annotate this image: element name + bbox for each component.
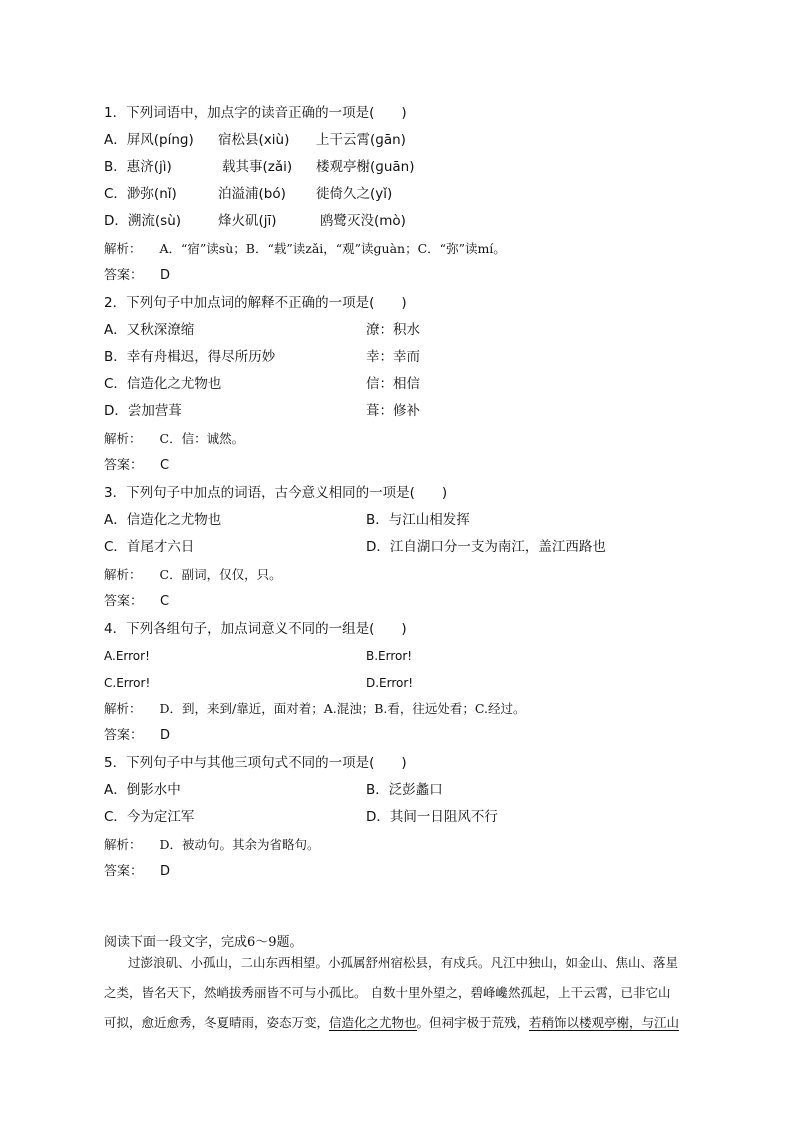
q1-option-c — [104, 185, 724, 203]
q5-options-row2 — [104, 808, 724, 826]
q3-answer-value: C — [160, 594, 170, 609]
q3-option-a: A．信造化之尤物也 — [104, 512, 222, 528]
q1-answer — [104, 267, 171, 285]
q3-analysis — [104, 566, 282, 584]
passage-line-2: 之类，皆名天下，然峭拔秀丽皆不可与小孤比。 自数十里外望之，碧峰巉然孤起，上干云霄，已非它山 — [104, 985, 671, 1000]
q4-stem: 4．下列各组句子，加点词意义不同的一组是( ) — [104, 621, 407, 637]
q4-answer-label: 答案： — [104, 728, 144, 743]
q2-a-text: A．又秋深潦缩 — [104, 322, 195, 338]
reading-intro: 阅读下面一段文字，完成6～9题。 — [104, 935, 303, 950]
q1-analysis-text: A．“宿”读sù；B．“载”读zǎi，“观”读ɡuàn；C．“弥”读mí。 — [159, 241, 506, 256]
q1-d-2: 烽火矶(jī) — [218, 213, 277, 229]
q4-options-row1 — [104, 647, 724, 665]
q2-d-text: D．尝加营葺 — [104, 403, 182, 419]
q1-c-3: 徙倚久之(yǐ) — [316, 186, 393, 202]
q2-answer-label: 答案： — [104, 458, 144, 473]
q2-option-b — [104, 348, 724, 366]
q1-d-1: D．溯流(sù) — [104, 213, 182, 229]
underlined-sentence-2: 若稍饰以楼观亭榭，与江山 — [529, 1015, 680, 1030]
underlined-sentence-1: 信造化之尤物也 — [329, 1015, 417, 1030]
q2-option-a — [104, 321, 724, 339]
q4-option-b: B.Error! — [366, 649, 413, 663]
q1-answer-label: 答案： — [104, 268, 144, 283]
q2-option-c — [104, 375, 724, 393]
q3-answer-label: 答案： — [104, 594, 144, 609]
q2-b-gloss: 幸：幸而 — [366, 349, 420, 365]
q1-a-2: 宿松县(xiù) — [218, 132, 290, 148]
q1-b-1: B．惠济(jì) — [104, 159, 172, 175]
q3-answer — [104, 593, 170, 611]
q5-options-row1 — [104, 781, 724, 799]
q1-c-2: 泊溢浦(bó) — [218, 186, 286, 202]
q5-option-c: C．今为定江军 — [104, 809, 195, 825]
passage-line-3-part-1: 可拟，愈近愈秀，冬夏晴雨，姿态万变， — [104, 1015, 330, 1030]
passage-line-3-part-3: 。但祠宇极于荒残， — [416, 1015, 530, 1030]
q2-answer — [104, 457, 170, 475]
q1-a-1: A．屏风(pínɡ) — [104, 132, 194, 148]
q5-stem: 5．下列句子中与其他三项句式不同的一项是( ) — [104, 755, 407, 771]
q2-analysis-label: 解析： — [104, 431, 142, 446]
q1-b-2: 载其事(zǎi) — [222, 159, 293, 175]
q3-options-row2 — [104, 538, 724, 556]
q1-stem: 1．下列词语中，加点字的读音正确的一项是( ) — [104, 105, 407, 121]
passage-line-1: 过澎浪矶、小孤山，二山东西相望。小孤属舒州宿松县，有戍兵。凡江中独山，如金山、焦山、落星 — [128, 955, 679, 970]
q1-option-d — [104, 212, 724, 230]
q1-a-3: 上干云霄(ɡān) — [316, 132, 406, 148]
q3-stem: 3．下列句子中加点的词语，古今意义相同的一项是( ) — [104, 485, 448, 501]
q1-option-a — [104, 131, 724, 149]
q4-analysis-label: 解析： — [104, 701, 142, 716]
q1-b-3: 楼观亭榭(ɡuān) — [316, 159, 415, 175]
q5-analysis-text: D．被动句。其余为省略句。 — [159, 837, 320, 852]
q5-analysis-label: 解析： — [104, 837, 142, 852]
q5-option-b: B．泛彭蠡口 — [366, 782, 443, 798]
q3-analysis-label: 解析： — [104, 567, 142, 582]
q3-option-b: B．与江山相发挥 — [366, 512, 470, 528]
q2-stem: 2．下列句子中加点词的解释不正确的一项是( ) — [104, 295, 407, 311]
q2-c-gloss: 信：相信 — [366, 376, 420, 392]
q4-analysis — [104, 700, 526, 718]
q4-options-row2 — [104, 674, 724, 692]
q2-b-text: B．幸有舟楫迟，得尽所历妙 — [104, 349, 276, 365]
q4-answer — [104, 727, 171, 745]
q1-analysis-label: 解析： — [104, 241, 142, 256]
q3-analysis-text: C．副词，仅仅，只。 — [159, 567, 282, 582]
q4-analysis-text: D．到，来到/靠近，面对着；A.混浊；B.看，往远处看；C.经过。 — [159, 701, 526, 716]
q5-analysis — [104, 836, 320, 854]
q1-answer-value: D — [160, 268, 171, 283]
q4-option-d: D.Error! — [366, 676, 414, 690]
q3-options-row1 — [104, 511, 724, 529]
q4-option-a: A.Error! — [104, 649, 150, 663]
q5-answer-value: D — [160, 864, 171, 879]
q3-option-c: C．首尾才六日 — [104, 539, 195, 555]
q5-answer-label: 答案： — [104, 864, 144, 879]
q3-option-d: D．江自湖口分一支为南江，盖江西路也 — [366, 539, 606, 555]
q1-option-b — [104, 158, 724, 176]
q1-d-3: 鸥鹭灭没(mò) — [320, 213, 406, 229]
q2-a-gloss: 潦：积水 — [366, 322, 420, 338]
q4-option-c: C.Error! — [104, 676, 151, 690]
q5-option-d: D．其间一日阻风不行 — [366, 809, 498, 825]
q2-d-gloss: 葺：修补 — [366, 403, 420, 419]
q5-option-a: A．倒影水中 — [104, 782, 181, 798]
q2-option-d — [104, 402, 724, 420]
reading-passage — [104, 948, 720, 1038]
passage-line-3 — [104, 1008, 720, 1038]
q2-c-text: C．信造化之尤物也 — [104, 376, 222, 392]
q2-analysis — [104, 430, 244, 448]
q1-analysis — [104, 240, 506, 258]
q2-answer-value: C — [160, 458, 170, 473]
q1-c-1: C．渺弥(nǐ) — [104, 186, 177, 202]
q2-analysis-text: C．信：诚然。 — [159, 431, 245, 446]
q4-answer-value: D — [160, 728, 171, 743]
q5-answer — [104, 863, 171, 881]
